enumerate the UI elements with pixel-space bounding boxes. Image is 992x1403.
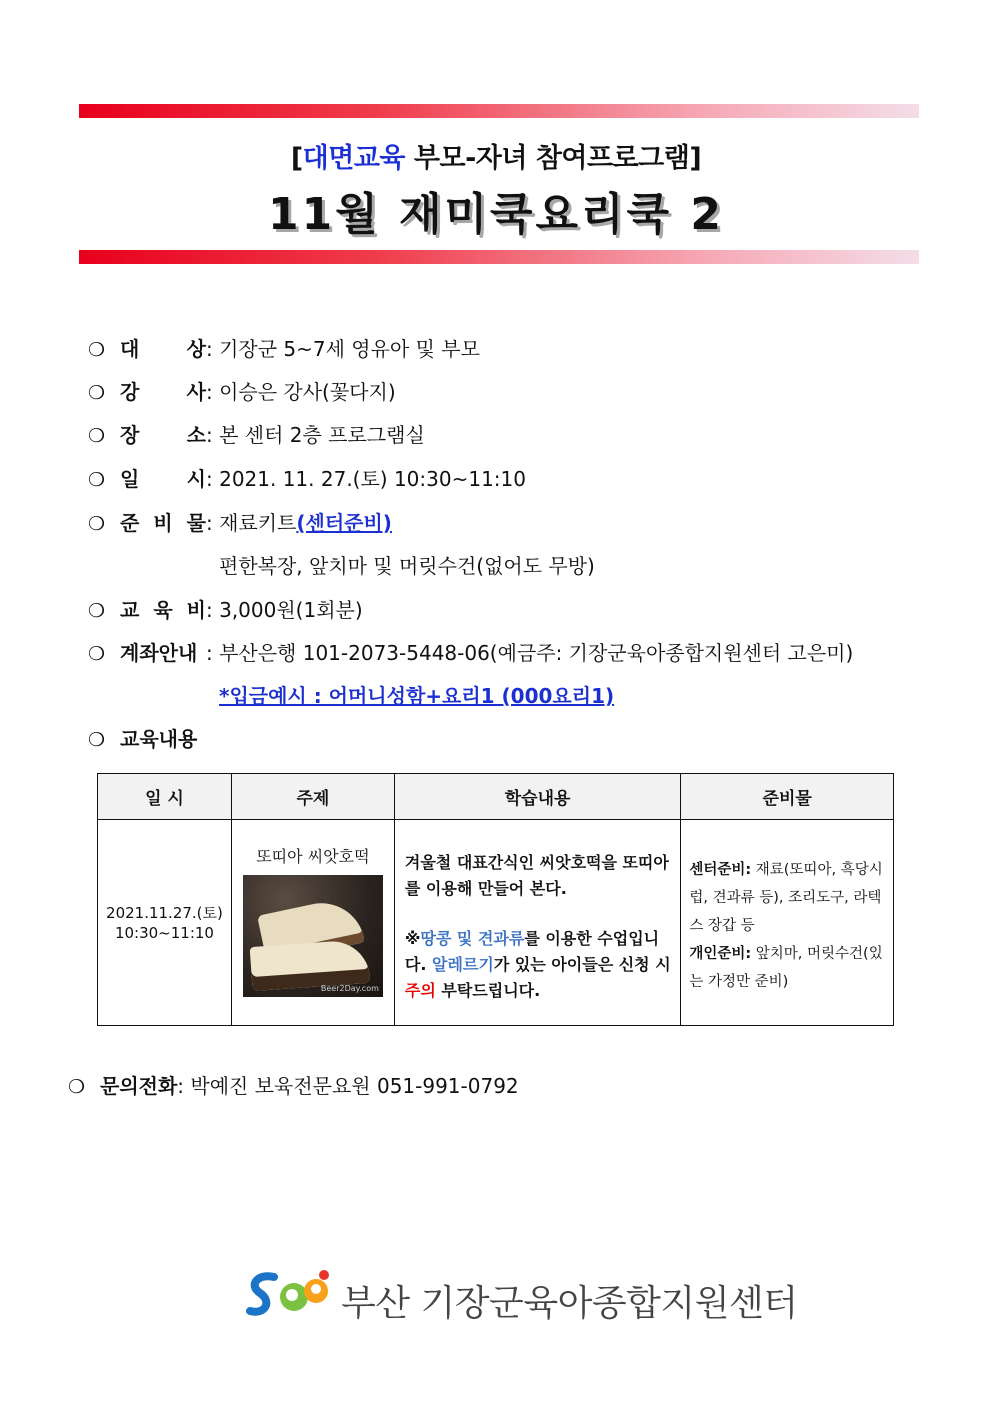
subtitle-highlight: 대면교육 bbox=[302, 143, 405, 174]
table-header: 준비물 bbox=[681, 774, 894, 820]
info-value: : 본 센터 2층 프로그램실 bbox=[206, 423, 425, 447]
info-account bbox=[88, 637, 853, 666]
info-label: 교육내용 bbox=[120, 727, 198, 751]
bullet-icon: ❍ bbox=[88, 382, 106, 404]
schedule-table bbox=[97, 773, 894, 1026]
photo-watermark: Beer2Day.com bbox=[320, 984, 379, 993]
bullet-icon: ❍ bbox=[88, 425, 106, 447]
table-row bbox=[98, 820, 894, 1026]
footer-logo-block bbox=[244, 1267, 798, 1324]
table-cell-date: 2021.11.27.(토) 10:30~11:10 bbox=[98, 820, 232, 1026]
page-title: 11월 재미쿡요리쿡 2 bbox=[267, 189, 724, 240]
info-value: : 재료키트 bbox=[206, 511, 297, 535]
table-cell-learning: 겨울철 대표간식인 씨앗호떡을 또띠아를 이용해 만들어 본다. ※땅콩 및 견과류를 이용한 수업입니다. 알레르기가 있는 아이들은 신청 시 주의 부탁드립니다. bbox=[394, 820, 680, 1026]
info-value: : 부산은행 101-2073-5448-06(예금주: 기장군육아종합지원센터 고은미) bbox=[206, 641, 854, 665]
bullet-icon: ❍ bbox=[68, 1076, 86, 1098]
info-label: 일 시 bbox=[120, 467, 206, 491]
info-value: : 이승은 강사(꽃다지) bbox=[206, 380, 396, 404]
table-cell-topic bbox=[231, 820, 394, 1026]
info-label: 장 소 bbox=[120, 423, 206, 447]
header-top-bar bbox=[79, 104, 919, 118]
bullet-icon: ❍ bbox=[88, 643, 106, 665]
table-header: 학습내용 bbox=[394, 774, 680, 820]
info-label: 강 사 bbox=[120, 380, 206, 404]
program-subtitle: [대면교육 부모-자녀 참여프로그램] bbox=[290, 143, 702, 174]
info-label: 준 비 물 bbox=[120, 511, 206, 535]
bullet-icon: ❍ bbox=[88, 469, 106, 491]
center-prep-link[interactable]: (센터준비) bbox=[296, 511, 392, 535]
contact-label: 문의전화 bbox=[100, 1074, 178, 1098]
info-value: : 기장군 5~7세 영유아 및 부모 bbox=[206, 337, 480, 361]
info-value: : 3,000원(1회분) bbox=[206, 598, 363, 622]
info-content bbox=[88, 723, 197, 752]
info-place bbox=[88, 419, 425, 448]
info-label: 대 상 bbox=[120, 337, 206, 361]
bullet-icon: ❍ bbox=[88, 513, 106, 535]
bullet-icon: ❍ bbox=[88, 339, 106, 361]
bullet-icon: ❍ bbox=[88, 600, 106, 622]
info-label: 교 육 비 bbox=[120, 598, 206, 622]
hotteok-photo bbox=[243, 875, 383, 997]
table-header: 주제 bbox=[231, 774, 394, 820]
info-fee bbox=[88, 594, 363, 623]
table-header-row bbox=[98, 774, 894, 820]
bullet-icon: ❍ bbox=[88, 729, 106, 751]
header-bottom-bar bbox=[79, 250, 919, 264]
info-instructor bbox=[88, 376, 396, 405]
info-target bbox=[88, 333, 480, 362]
contact-value: : 박예진 보육전문요원 051-991-0792 bbox=[177, 1074, 519, 1098]
table-cell-supplies: 센터준비: 재료(또띠아, 흑당시럽, 견과류 등), 조리도구, 라텍스 장갑 등 개인준비: 앞치마, 머릿수건(있는 가정만 준비) bbox=[681, 820, 894, 1026]
center-logo-icon bbox=[244, 1267, 334, 1323]
center-name: 부산 기장군육아종합지원센터 bbox=[341, 1283, 798, 1324]
info-value: : 2021. 11. 27.(토) 10:30~11:10 bbox=[206, 467, 526, 491]
topic-title: 또띠아 씨앗호떡 bbox=[256, 847, 370, 866]
deposit-example-link[interactable]: *입금예시 : 어머니성함+요리1 (000요리1) bbox=[219, 684, 615, 708]
info-supplies bbox=[88, 507, 392, 536]
info-supplies-line2: 편한복장, 앞치마 및 머릿수건(없어도 무방) bbox=[219, 554, 595, 578]
info-label: 계좌안내 bbox=[120, 641, 198, 665]
info-date bbox=[88, 463, 526, 492]
table-header: 일 시 bbox=[98, 774, 232, 820]
contact-info bbox=[68, 1070, 519, 1099]
